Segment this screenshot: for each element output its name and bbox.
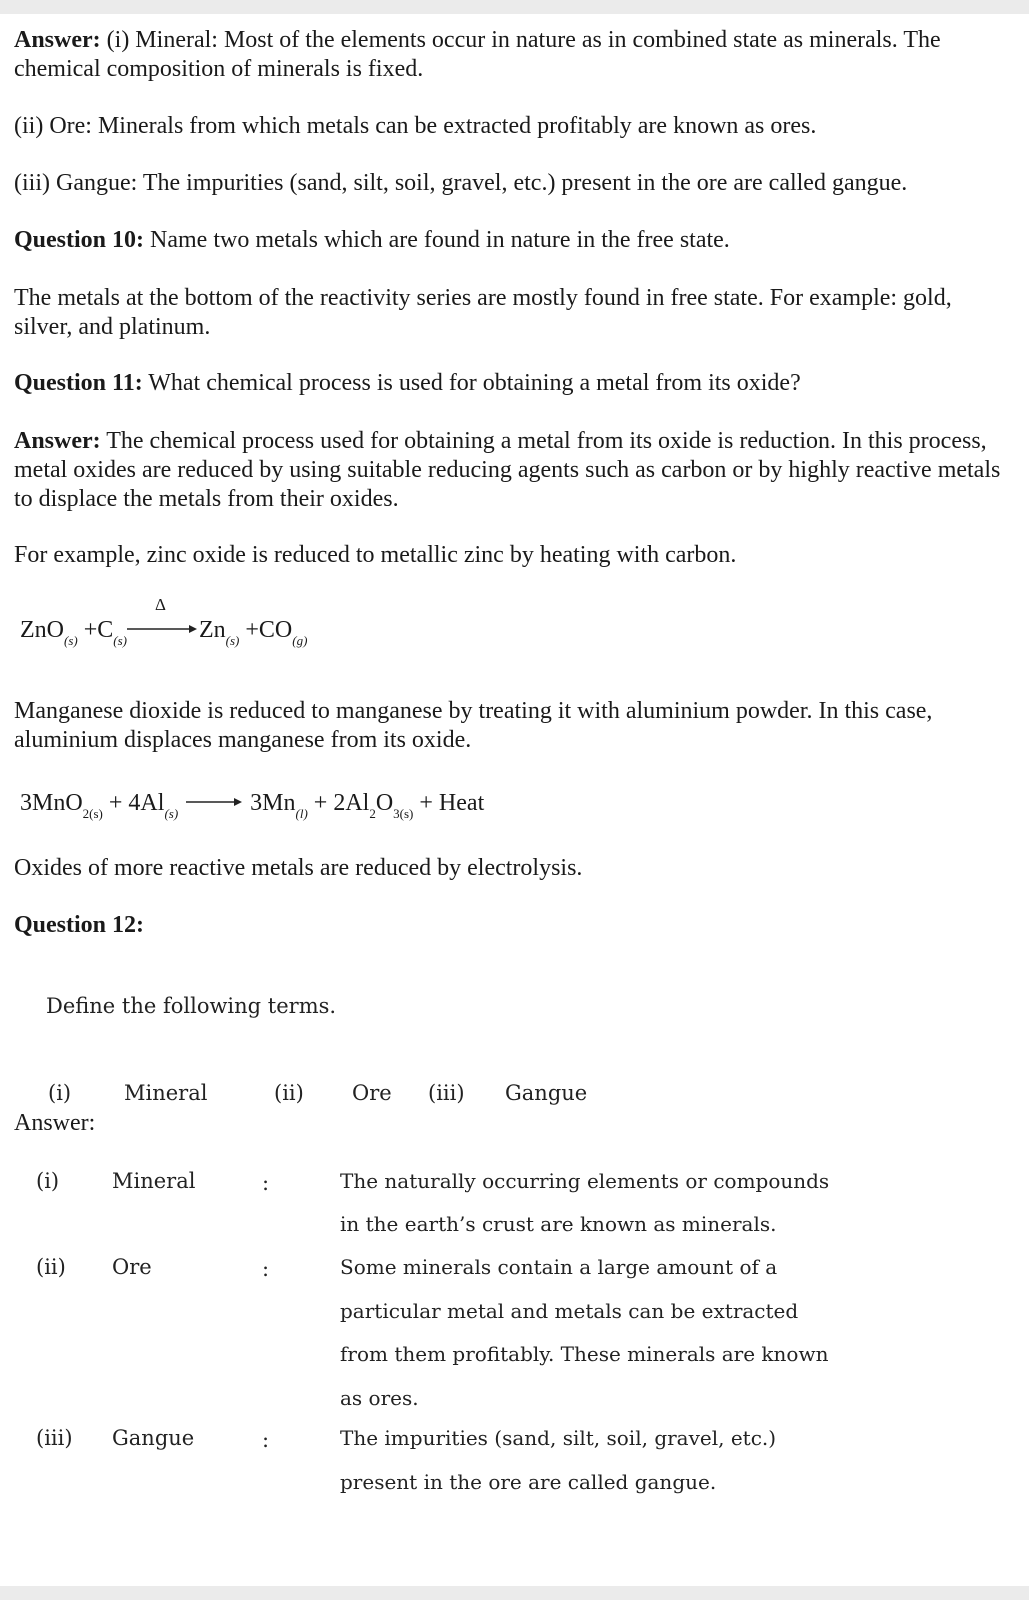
document-page <box>0 14 1029 1586</box>
q12-item-num: (i) <box>48 1081 72 1105</box>
eq-state: (g) <box>292 633 308 648</box>
question-label: Question 12: <box>14 912 145 938</box>
answer-label: Answer: <box>14 27 101 53</box>
def-text-line: as ores. <box>340 1386 419 1410</box>
def-text-line: particular metal and metals can be extracted <box>340 1299 799 1323</box>
def-separator: : <box>262 1428 270 1452</box>
eq-state: (s) <box>225 633 240 648</box>
q12-item-term: Ore <box>352 1081 392 1105</box>
answer-text: (i) Mineral: Most of the elements occur in nature as in combined state as minerals. The chemical composition of minerals is fixed. <box>14 27 941 82</box>
def-num: (ii) <box>36 1255 66 1279</box>
question-12-heading <box>14 911 1009 940</box>
eq-reaction-arrow <box>178 790 250 817</box>
equation-manganese-dioxide <box>20 790 484 822</box>
eq-term: +CO <box>239 617 293 643</box>
eq-term: + 4Al <box>102 790 165 816</box>
eq-term: + 2Al <box>307 790 370 816</box>
equation-zinc-oxide <box>20 595 308 649</box>
q12-item-num: (iii) <box>428 1081 465 1105</box>
eq-reaction-arrow <box>127 595 199 644</box>
eq-state: 3(s) <box>393 806 414 821</box>
q12-item-term: Gangue <box>505 1081 588 1105</box>
question-10 <box>14 226 1009 255</box>
def-text-line: from them profitably. These minerals are known <box>340 1342 829 1366</box>
answer-9-mineral <box>14 26 1009 84</box>
eq-term: + Heat <box>413 790 485 816</box>
def-term: Mineral <box>112 1169 196 1193</box>
eq-state: (l) <box>295 806 308 821</box>
arrow-icon <box>127 623 197 635</box>
def-text-line: in the earth’s crust are known as minerals. <box>340 1212 777 1236</box>
def-text-line: Some minerals contain a large amount of a <box>340 1255 778 1279</box>
question-12-prompt: Define the following terms. <box>46 994 337 1018</box>
example-zinc: For example, zinc oxide is reduced to metallic zinc by heating with carbon. <box>14 542 737 568</box>
def-num: (iii) <box>36 1426 73 1450</box>
answer-text: The chemical process used for obtaining a metal from its oxide is reduction. In this process, metal oxides are reduced by using suitable reducing agents such as carbon or by highly reactive metals to displace the metals from their oxides. <box>14 428 1001 512</box>
def-term: Ore <box>112 1255 152 1279</box>
eq-state: (s) <box>113 633 127 648</box>
question-11 <box>14 369 1009 398</box>
eq-term: Zn <box>198 617 226 643</box>
answer-11 <box>14 427 1009 514</box>
eq-term: 3Mn <box>250 790 296 816</box>
eq-subscript: 2 <box>369 806 376 821</box>
q12-item-term: Mineral <box>124 1081 208 1105</box>
eq-term: +C <box>77 617 114 643</box>
def-term: Gangue <box>112 1426 195 1450</box>
answer-10: The metals at the bottom of the reactivity series are mostly found in free state. For example: gold, silver, and platinum. <box>14 285 952 340</box>
electrolysis-note: Oxides of more reactive metals are reduced by electrolysis. <box>14 855 583 881</box>
question-text: What chemical process is used for obtaining a metal from its oxide? <box>142 370 801 396</box>
example-manganese: Manganese dioxide is reduced to manganese by treating it with aluminium powder. In this case, aluminium displaces manganese from its oxide. <box>14 698 933 753</box>
def-text-line: present in the ore are called gangue. <box>340 1470 717 1494</box>
eq-term: O <box>375 790 394 816</box>
eq-state: (s) <box>64 633 78 648</box>
def-num: (i) <box>36 1169 60 1193</box>
def-text-line: The impurities (sand, silt, soil, gravel, etc.) <box>340 1426 777 1450</box>
eq-state: (s) <box>164 806 179 821</box>
arrow-icon <box>186 796 242 808</box>
question-label: Question 10: <box>14 227 145 253</box>
heat-symbol: Δ <box>154 595 166 614</box>
eq-term: ZnO <box>20 617 64 643</box>
question-text: Name two metals which are found in nature in the free state. <box>144 227 730 253</box>
q12-item-num: (ii) <box>274 1081 304 1105</box>
answer-label: Answer: <box>14 428 101 454</box>
answer-9-gangue: (iii) Gangue: The impurities (sand, silt, soil, gravel, etc.) present in the ore are called gangue. <box>14 170 908 196</box>
question-label: Question 11: <box>14 370 143 396</box>
def-separator: : <box>262 1171 270 1195</box>
answer-12-label: Answer: <box>14 1110 96 1136</box>
eq-state: 2(s) <box>82 806 103 821</box>
def-text-line: The naturally occurring elements or compounds <box>340 1169 830 1193</box>
answer-9-ore: (ii) Ore: Minerals from which metals can be extracted profitably are known as ores. <box>14 113 817 139</box>
def-separator: : <box>262 1257 270 1281</box>
eq-term: 3MnO <box>20 790 83 816</box>
